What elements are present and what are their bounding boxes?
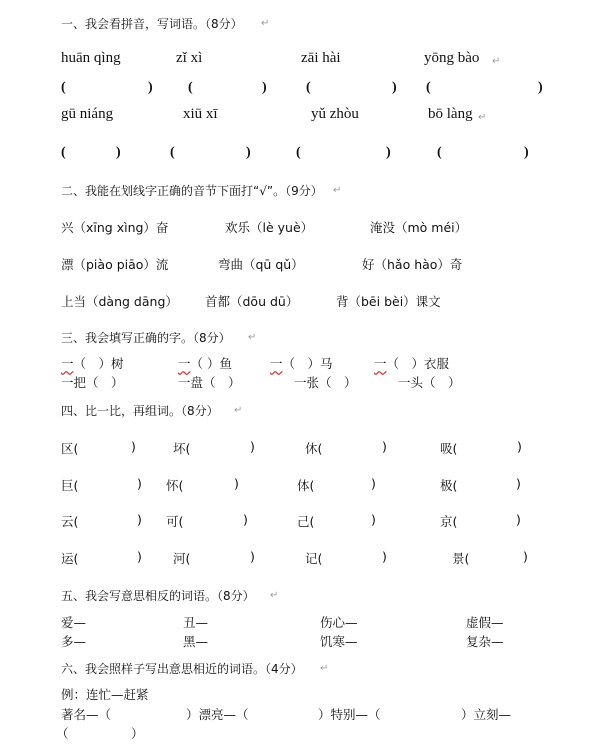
answer-blank[interactable]: ( bbox=[61, 145, 66, 160]
answer-blank[interactable]: ) bbox=[262, 80, 267, 95]
synonym-tail-blank[interactable]: （ ） bbox=[56, 726, 144, 741]
measure-word-blank[interactable]: 一盘（ ） bbox=[178, 375, 241, 390]
char-compare-item: 己( bbox=[297, 514, 315, 529]
char-compare-item: 吸( bbox=[440, 441, 458, 456]
close-paren: ) bbox=[516, 476, 521, 491]
section-1-title: 一、我会看拼音，写词语。（8分） bbox=[61, 17, 243, 31]
antonym-item: 虚假— bbox=[466, 615, 504, 630]
spellcheck-underline: 一 bbox=[178, 356, 191, 371]
pinyin-choice: 淹没（mò méi） bbox=[370, 220, 468, 235]
char-compare-item: 记( bbox=[305, 551, 323, 566]
antonym-item: 黑— bbox=[183, 634, 209, 649]
close-paren: ) bbox=[516, 512, 521, 527]
paragraph-mark: ↵ bbox=[492, 56, 501, 67]
char-compare-item: 京( bbox=[440, 514, 458, 529]
char-compare-item: 可( bbox=[166, 514, 184, 529]
char-compare-item: 休( bbox=[305, 441, 323, 456]
pinyin: huān qìng bbox=[61, 50, 121, 66]
pinyin-choice: 好（hǎo hào）奇 bbox=[362, 257, 463, 272]
paragraph-mark: ↵ bbox=[478, 112, 487, 123]
close-paren: ) bbox=[371, 512, 376, 527]
antonym-item: 伤心— bbox=[320, 615, 358, 630]
char-compare-item: 巨( bbox=[61, 478, 79, 493]
pinyin-choice: 漂（piào piāo）流 bbox=[61, 257, 169, 272]
answer-blank[interactable]: ) bbox=[524, 145, 529, 160]
answer-blank[interactable]: ( bbox=[188, 80, 193, 95]
antonym-item: 丑— bbox=[183, 615, 209, 630]
spellcheck-underline: 一 bbox=[374, 356, 387, 371]
answer-blank[interactable]: ( bbox=[170, 145, 175, 160]
close-paren: ) bbox=[234, 476, 239, 491]
pinyin: zāi hài bbox=[301, 50, 341, 66]
char-compare-item: 坏( bbox=[173, 441, 191, 456]
paragraph-mark: ↵ bbox=[320, 663, 329, 674]
answer-blank[interactable]: ( bbox=[306, 80, 311, 95]
close-paren: ) bbox=[137, 512, 142, 527]
measure-word-blank[interactable]: 一头（ ） bbox=[398, 375, 461, 390]
section-2-title: 二、我能在划线字正确的音节下面打“√”。（9分） bbox=[61, 184, 323, 198]
paragraph-mark: ↵ bbox=[333, 185, 342, 196]
pinyin: gū niáng bbox=[61, 106, 114, 122]
char-compare-item: 云( bbox=[61, 514, 79, 529]
char-compare-item: 区( bbox=[61, 441, 79, 456]
antonym-item: 多— bbox=[61, 634, 87, 649]
char-compare-item: 景( bbox=[452, 551, 470, 566]
close-paren: ) bbox=[131, 439, 136, 454]
close-paren: ) bbox=[382, 439, 387, 454]
pinyin-choice: 弯曲（qū qǔ） bbox=[218, 257, 304, 272]
measure-word-blank[interactable]: 一（ ）衣服 bbox=[374, 356, 450, 371]
measure-word-blank[interactable]: 一（ ）树 bbox=[61, 356, 124, 371]
pinyin: yǔ zhòu bbox=[311, 106, 359, 122]
char-compare-item: 河( bbox=[173, 551, 191, 566]
pinyin-choice: 背（bēi bèi）课文 bbox=[336, 294, 441, 309]
synonym-item[interactable]: ）立刻— bbox=[461, 707, 512, 722]
answer-blank[interactable]: ( bbox=[426, 80, 431, 95]
close-paren: ) bbox=[371, 476, 376, 491]
close-paren: ) bbox=[250, 549, 255, 564]
answer-blank[interactable]: ) bbox=[538, 80, 543, 95]
answer-blank[interactable]: ) bbox=[148, 80, 153, 95]
char-compare-item: 怀( bbox=[166, 478, 184, 493]
answer-blank[interactable]: ) bbox=[246, 145, 251, 160]
measure-word-blank[interactable]: 一张（ ） bbox=[294, 375, 357, 390]
close-paren: ) bbox=[517, 439, 522, 454]
answer-blank[interactable]: ( bbox=[296, 145, 301, 160]
char-compare-item: 运( bbox=[61, 551, 79, 566]
paragraph-mark: ↵ bbox=[234, 405, 243, 416]
spellcheck-underline: 一 bbox=[270, 356, 283, 371]
paragraph-mark: ↵ bbox=[270, 590, 279, 601]
pinyin: yōng bào bbox=[424, 50, 480, 66]
measure-word-blank[interactable]: 一把（ ） bbox=[61, 375, 124, 390]
char-compare-item: 极( bbox=[440, 478, 458, 493]
synonym-item[interactable]: 著名—（ bbox=[61, 707, 112, 722]
spellcheck-underline: 一 bbox=[61, 356, 74, 371]
section-3-title: 三、我会填写正确的字。（8分） bbox=[61, 331, 231, 345]
section-6-title: 六、我会照样子写出意思相近的词语。（4分） bbox=[61, 662, 303, 676]
answer-blank[interactable]: ) bbox=[392, 80, 397, 95]
measure-word-blank[interactable]: 一（ ）马 bbox=[270, 356, 333, 371]
section-4-title: 四、比一比，再组词。（8分） bbox=[61, 404, 219, 418]
example-line: 例：连忙—赶紧 bbox=[61, 687, 149, 702]
antonym-item: 爱— bbox=[61, 615, 87, 630]
pinyin: xiū xī bbox=[183, 106, 218, 122]
pinyin-choice: 欢乐（lè yuè） bbox=[225, 220, 314, 235]
answer-blank[interactable]: ( bbox=[437, 145, 442, 160]
antonym-item: 复杂— bbox=[466, 634, 504, 649]
synonym-item[interactable]: ）漂亮—（ bbox=[186, 707, 249, 722]
answer-blank[interactable]: ) bbox=[386, 145, 391, 160]
pinyin-choice: 兴（xīng xìng）奋 bbox=[61, 220, 169, 235]
antonym-item: 饥寒— bbox=[320, 634, 358, 649]
close-paren: ) bbox=[250, 439, 255, 454]
measure-word-blank[interactable]: 一（ ）鱼 bbox=[178, 356, 232, 371]
section-5-title: 五、我会写意思相反的词语。（8分） bbox=[61, 589, 255, 603]
pinyin-choice: 上当（dàng dāng） bbox=[61, 294, 178, 309]
pinyin: bō làng bbox=[428, 106, 473, 122]
paragraph-mark: ↵ bbox=[248, 332, 257, 343]
answer-blank[interactable]: ) bbox=[116, 145, 121, 160]
close-paren: ) bbox=[137, 549, 142, 564]
synonym-item[interactable]: ）特别—（ bbox=[318, 707, 381, 722]
close-paren: ) bbox=[243, 512, 248, 527]
close-paren: ) bbox=[137, 476, 142, 491]
char-compare-item: 体( bbox=[297, 478, 315, 493]
pinyin: zǐ xì bbox=[176, 50, 203, 66]
paragraph-mark: ↵ bbox=[261, 18, 270, 29]
close-paren: ) bbox=[382, 549, 387, 564]
close-paren: ) bbox=[523, 549, 528, 564]
answer-blank[interactable]: ( bbox=[61, 80, 66, 95]
pinyin-choice: 首都（dōu dū） bbox=[205, 294, 299, 309]
